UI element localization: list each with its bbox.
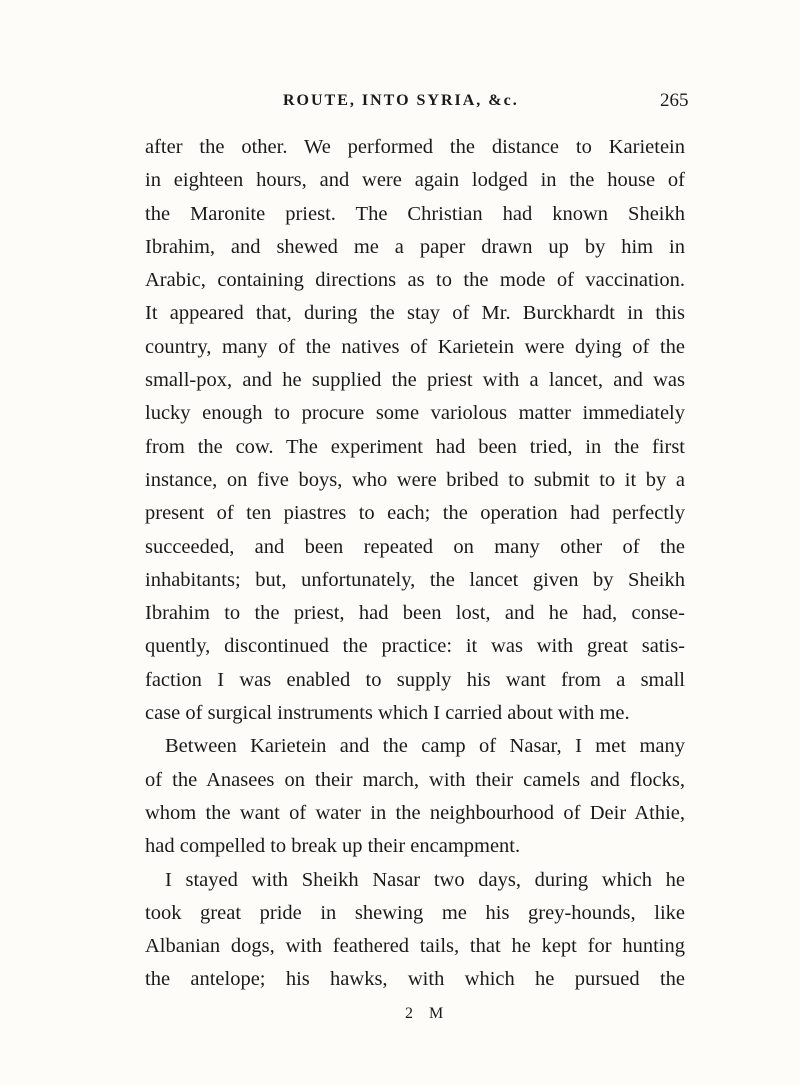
text-line: It appeared that, during the stay of Mr. Burckhardt in this — [145, 302, 685, 325]
body-text — [145, 131, 685, 997]
text-line: from the cow. The experiment had been tried, in the first — [145, 435, 685, 458]
text-line: Ibrahim, and shewed me a paper drawn up by him in — [145, 235, 685, 258]
text-line: took great pride in shewing me his grey-hounds, like — [145, 901, 685, 924]
text-line: Arabic, containing directions as to the mode of vaccination. — [145, 269, 685, 292]
text-line: country, many of the natives of Karietein were dying of the — [145, 335, 685, 358]
text-line: case of surgical instruments which I carried about with me. — [145, 702, 630, 725]
running-title: ROUTE, INTO SYRIA, &c. — [283, 92, 519, 109]
text-line: whom the want of water in the neighbourhood of Deir Athie, — [145, 801, 685, 824]
text-line: lucky enough to procure some variolous matter immediately — [145, 402, 685, 425]
text-line: Albanian dogs, with feathered tails, that he kept for hunting — [145, 935, 685, 958]
text-line: of the Anasees on their march, with their camels and flocks, — [145, 768, 685, 791]
text-line: small-pox, and he supplied the priest with a lancet, and was — [145, 369, 685, 392]
signature-mark: 2 M — [405, 1005, 450, 1022]
text-line: after the other. We performed the distance to Karietein — [145, 136, 685, 158]
text-line: I stayed with Sheikh Nasar two days, during which he — [165, 868, 685, 891]
text-line: Ibrahim to the priest, had been lost, and he had, conse- — [145, 602, 685, 625]
text-line: the Maronite priest. The Christian had known Sheikh — [145, 202, 685, 225]
text-line: succeeded, and been repeated on many other of the — [145, 535, 685, 558]
text-line: had compelled to break up their encampment. — [145, 835, 521, 858]
text-line: the antelope; his hawks, with which he pursued the — [145, 968, 685, 991]
page-number: 265 — [660, 90, 689, 111]
text-line: faction I was enabled to supply his want from a small — [145, 668, 685, 691]
text-line: Between Karietein and the camp of Nasar, I met many — [165, 735, 685, 758]
text-line: quently, discontinued the practice: it was with great satis- — [145, 635, 685, 658]
running-head — [0, 92, 800, 118]
text-line: present of ten piastres to each; the operation had perfectly — [145, 502, 685, 525]
text-line: inhabitants; but, unfortunately, the lancet given by Sheikh — [145, 568, 685, 591]
text-line: instance, on five boys, who were bribed to submit to it by a — [145, 468, 685, 491]
text-line: in eighteen hours, and were again lodged in the house of — [145, 169, 685, 192]
